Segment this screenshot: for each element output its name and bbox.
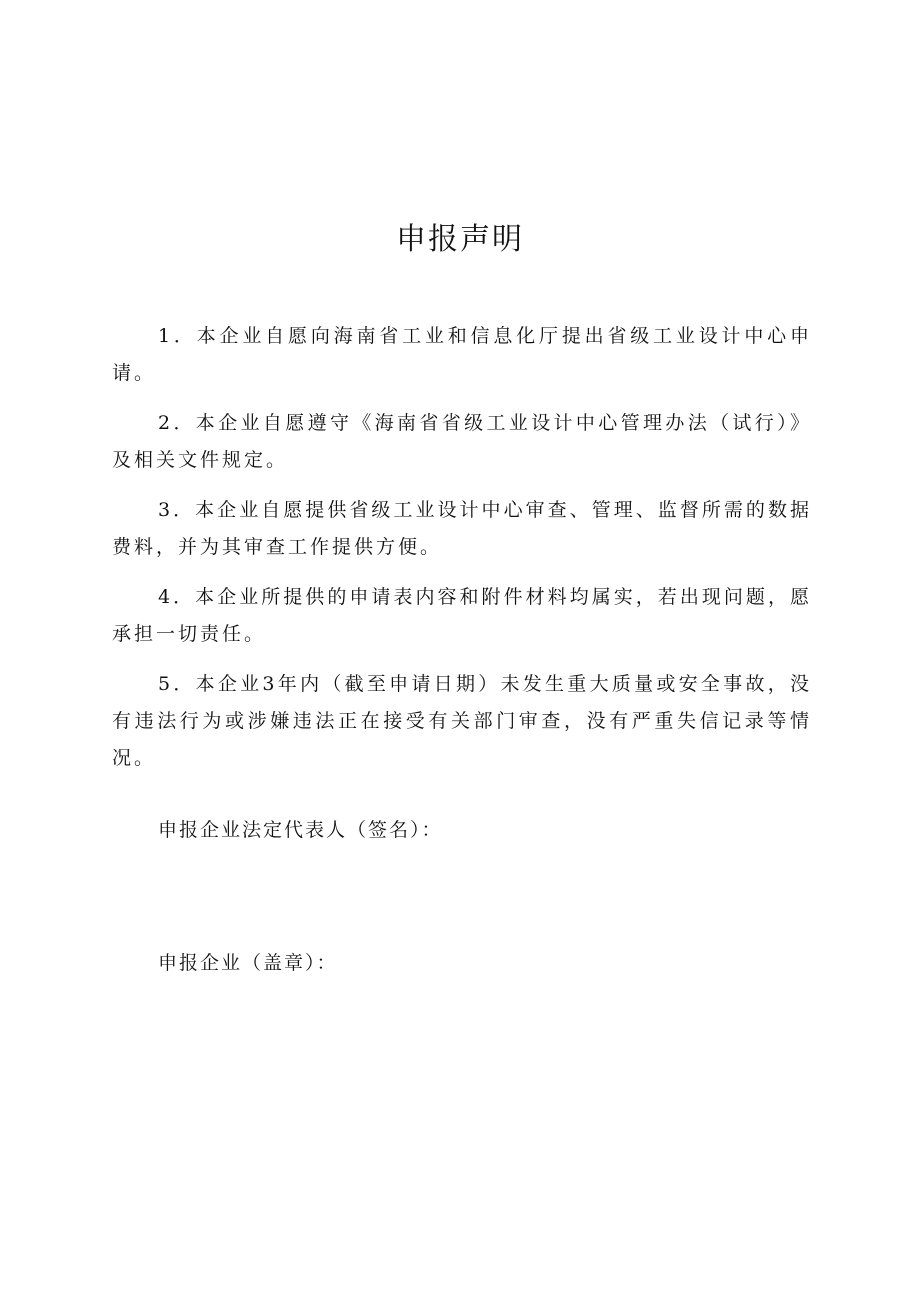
representative-signature-label: 申报企业法定代表人（签名）： [158,819,443,841]
page-title: 申报声明 [396,222,524,257]
clause-3: 3．本企业自愿提供省级工业设计中心审查、管理、监督所需的数据费料，并为其审查工作提供方便。 [112,499,812,558]
company-seal-label: 申报企业（盖章）： [158,952,338,974]
clause-4: 4．本企业所提供的申请表内容和附件材料均属实，若出现问题，愿承担一切责任。 [112,586,812,645]
clause-5: 5．本企业3年内（截至申请日期）未发生重大质量或安全事故，没有违法行为或涉嫌违法正在接受有关部门审查，没有严重失信记录等情况。 [112,673,812,769]
clause-list [112,318,812,790]
clause-2: 2．本企业自愿遵守《海南省省级工业设计中心管理办法（试行）》及相关文件规定。 [112,412,812,471]
clause-1: 1．本企业自愿向海南省工业和信息化厅提出省级工业设计中心申请。 [112,325,812,384]
